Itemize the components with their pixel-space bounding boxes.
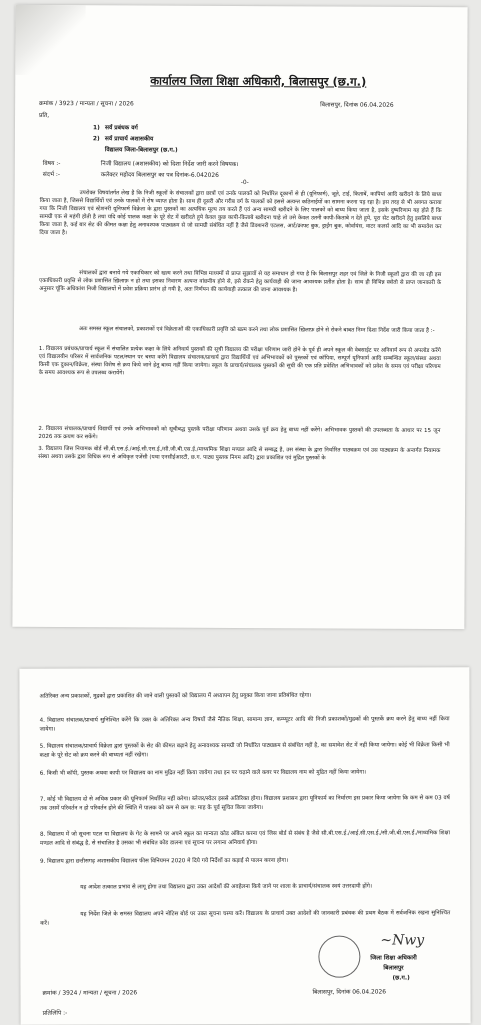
subject-label: विषय :- — [42, 160, 61, 168]
reference-date: बिलासपुर, दिनांक 06.04.2026 — [320, 102, 394, 109]
reference-number: क्रमांक / 3923 / मान्यता / सूचना / 2026 — [39, 100, 134, 108]
directive-1: 1. विद्यालय प्रबंधक/प्राचार्य स्कूल में संचालित प्रत्येक कक्षा के लिये अनिवार्य पुस्तकों की सूची विद्यालय की परीक्षा परिणाम जारी होने के पूर्व ही अपने स्कूल की वेबसाईट पर अनिवार्य रूप से अपलोड करेंगे एवं विद्यालयीन परिसर में सार्वजनिक पटल/स्थान पर चस्पा करेंगे विद्यालय संचालक/प्राचार्य द्वारा विद्यार्थियों एवं अभिभावकों को पुस्तकों एवं कॉपिया, सम्पूर्ण यूनिफार्म आदि सम्बन्धित स्कूल/संस्था अथवा किसी एक दुकान/विक्रेता, संस्था विशेष से क्रय किये जाने हेतु बाध्य नहीं किया जायेगा। स्कूल के प्राचार्य/संचालक पुस्तकों की सूची की एक प्रति प्रवेशित अभिभावकों को प्रवेश के समय एवं परीक्षा परिणाम के समय आवश्यक रूप से उपलब्ध करायेंगे। — [38, 345, 441, 377]
directive-2: 2. विद्यालय संचालक/प्राचार्य विद्यार्थी एवं उनके अभिभावकों को सूचीबद्ध पुस्तकें परीक्षा परिणाम अथवा उसके पूर्व क्रय हेतु बाध्य नहीं करेंगे। अभिभावक पुस्तकों की उपलब्धता के आधार पर 15 जून 2026 तक क्रयण कर सकेंगे। — [38, 425, 441, 441]
reference-text: कलेक्टर महोदय बिलासपुर का पत्र दिनांक-6.042026 — [100, 172, 219, 179]
reference-date-2: बिलासपुर, दिनांक 06.04.2026 — [312, 989, 386, 996]
divider-mark: -0- — [240, 180, 249, 187]
document-page-1 — [12, 5, 467, 629]
recipient-3: विद्यालय जिला-बिलासपुर (छ.ग.) — [104, 147, 178, 154]
signature-designation: जिला शिक्षा अधिकारी — [370, 955, 417, 962]
folded-corner-shadow — [15, 5, 85, 75]
handwritten-signature: ~Nwy — [380, 932, 425, 949]
office-seal — [318, 936, 360, 978]
pratilipi-label: प्रतिलिपि :- — [42, 1010, 68, 1017]
directive-8: 8. विद्यालय में जो सूचना पटल या विद्यालय के गेट के सामने पर अपने स्कूल का मान्यता कोड अंकित करना एवं जिस बोर्ड से संबंध है जैसे सी.बी.एस.ई./आई.सी.एस.ई./सी.जी.बी.एस.ई./माध्यमिक शिक्षा मण्डल आदि से संबंद्ध है, से संचालित है उसका भी संबंधित कोड डालना एवं सूचना पर लगाना अनिवार्य होगा। — [39, 830, 450, 847]
signature-state: (छ.ग.) — [392, 975, 410, 982]
recipient-1: 1) सर्व प्रबंधक वर्ग — [92, 125, 138, 132]
directive-6: 6. किसी भी कॉपी, पुस्तक अथवा कापी पर विद्यालय का नाम मुद्रित नहीं किया जायेगा तथा इन पर चढ़ाने वाले कवर पर विद्यालय नाम को मुद्रित नहीं किया जायेगा। — [39, 769, 367, 777]
directive-3: 3. विद्यालय जिस नियामक बोर्ड सी.बी.एस.ई./आई.सी.एस.ई./सी.जी.बी.एस.ई./माध्यमिक शिक्षा मण्डल आदि से सम्बद्ध है, उस संस्था के द्वारा निर्धारित पाठ्यक्रम एवं उस पाठ्यक्रम के अन्तर्गत नियामक संस्था अथवा उसके द्वारा विधिक रूप से अधिकृत एजेंसी (यथा एनसीईआरटी, छ.ग. पाठ्य पुस्तक निगम आदि) द्वारा प्रकाशित एवं मुद्रित पुस्तकों के — [38, 445, 441, 462]
recipient-2: 2) सर्व प्राचार्य अशासकीय — [92, 136, 154, 143]
office-title: कार्यालय जिला शिक्षा अधिकारी, बिलासपुर (छ.ग.) — [150, 73, 367, 89]
closing-paragraph-1: यह आदेश तत्काल प्रभाव से लागू होगा तथा विद्यालय द्वारा उक्त आदेशों की अवहेलना किये जाने पर शाला के प्राचार्य/संचालक स्वयं उत्तरदायी होंगे। — [80, 883, 373, 891]
continuation-text: अतिरिक्त अन्य प्रकाशकों, मुद्रकों द्वारा प्रकाशित की जाने वाली पुस्तकों को विद्यालय में अध्यापन हेतु प्रयुक्त किया जाना प्रतिबंधित रहेगा। — [39, 692, 312, 700]
document-page-2 — [19, 667, 470, 1025]
signature-place: बिलासपुर — [383, 965, 404, 972]
subject-text: निजी विद्यालय (अशासकीय) को दिशा निर्देश जारी करने विषयक। — [100, 161, 239, 168]
reference-number-2: क्रमांक / 3924 / मान्यता / सूचना / 2026 — [42, 990, 138, 997]
directive-5: 5. विद्यालय संचालक/प्राचार्य विक्रेता द्वारा पुस्तकों के सेट की कीमत बढ़ाने हेतु अनावश्यक सामग्री जो निर्धारित पाठ्यक्रम से संबंधित नहीं है, का समावेश सेट में नहीं किया जायेगा। कोई भी विक्रेता किसी भी कक्षा के पूरे सेट को क्रय करने की बाध्यता नहीं रखेगा। — [39, 742, 450, 759]
body-paragraph-2: संचालकों द्वारा बनाये गये एकाधिकार को खत्म करने तथा विभिन्न माध्यमों से प्राप्त सुझावों से यह समाधान हो गया है कि बिलासपुर शहर एवं जिले के निजी स्कूलों द्वारा की जा रही इस एकाधिकारी प्रवृत्ति से लोक प्रशासित ख़िलाफ़ न हो तथा इसका निवारण अत्यन्त वांछनीय होने से, इसे रोकने हेतु कार्यवाही की जाना आवश्यक प्रतीत होता है। साथ ही विभिन्न स्त्रोतो से प्राप्त जानकारी के अनुसार चूंकि अधिकांश निजी विद्यालयों में प्रवेश प्रक्रिया प्रारंभ हो गयी है, अतः निर्णयन की कार्यवाही तत्काल की जाना आवश्यक है। — [39, 270, 442, 294]
directive-9: 9. विद्यालय द्वारा छत्तीसगढ़ अशासकीय विद्यालय फीस विनियमन 2020 मे दिये गये निर्देशों का कड़ाई से पालन करना होगा। — [40, 857, 289, 865]
closing-paragraph-2: यह निर्देश जिले के समस्त विद्यालय अपने नोटिस बोर्ड पर उक्त सूचना चस्पा करें। विद्यालय के प्राचार्य उक्त आदेशों की जानकारी प्रबंधक की प्रथम बैठक में सर्वजनिक रखना सुनिश्चित करें। — [40, 910, 451, 927]
directive-7: 7. कोई भी विद्यालय दो से अधिक प्रकार की यूनिफार्म निर्धारित नहीं करेगा। ब्लेजर/स्वेटर इससे अतिरिक्त होगा। विद्यालय प्रशासन द्वारा यूनिफार्म का निर्धारण इस प्रकार किया जायेगा कि कम से कम 03 वर्ष तक उसमें परिवर्तन न हो परिवर्तन होने की स्थिति में पालक को कम से कम छ: माह के पूर्व सूचित किया जायेगा। — [39, 795, 450, 812]
prati-label: प्रति, — [39, 112, 50, 119]
reference-label: संदर्भ :- — [42, 171, 60, 179]
body-paragraph-3: अतः समस्त स्कूल संचालकों, प्रकाशकों एवं विक्रेताओं की एकाधिकारी प्रवृत्ति को खत्म करने तथा लोक प्रशासित ख़िलाफ़ होने से रोकने बाबत निम्न दिशा निर्देश जारी किया जाता है :- — [78, 326, 435, 335]
directive-4: 4. विद्यालय संचालक/प्राचार्य सुनिश्चित करेंगे कि उक्त के अतिरिक्त अन्य विषयों जैसे नैतिक शिक्षा, सामान्य ज्ञान, कम्प्यूटर आदि की निजी प्रकाशकों/मुद्रकों की पुस्तकें क्रय करने हेतु बाध्य नहीं किया जायेगा। — [39, 716, 450, 733]
body-paragraph-1: उपरोक्त विषयांतर्गत लेख है कि निजी स्कूलों के संचालकों द्वारा छात्रों एवं उनके पालकों को निर्धारित दूकानों से ही (यूनिफार्म), जूते, टाई, किताबें, कापियां आदि खरीदने के लिये बाध्य किया जाता है, जिससे विद्यार्थियों एवं उनके पालकों में रोष व्याप्त होता है। साथ ही दूसरी और गरीब वर्ग के पालकों को इससे अत्यन्त कठिनाईयों का सामना करना पड़ रहा है। इस तरह से भी अवगत कराया गया कि निजी विद्यालय एवं स्टेशनरी यूनिफार्म विक्रेता के द्वारा पुस्तकों का अत्यधिक मूल्य तय करते हैं एवं अन्य सामग्री खरीदने के लिए पालकों को बाध्य किया जाता है, इसके दुष्परिणाम यह होते हैं कि सामग्री एक से महंगी होती है तथा यदि कोई पालक कक्षा के पूरे सेट में खरीदते हुये केवल कुछ कापी-किताबे खरीदना चाहे तो उसे केवल उतनी कापी-किताबे न देते हुये, पूरा सेट खरीदने हेतु इसलिये बाध्य किया जाता है, कई बार सेट की कीमत कक्षा हेतु अनावश्यक पाठ्यक्रम से जो सामग्री संबंधित नहीं है जैसे डिक्शनरी एटलस, आर्ट/क्राफ्ट बुक, ड्राईंग बुक, कोर्वायंस, वाटर कलर्स आदि का भी समावेश कर दिया जाता है। — [39, 190, 442, 237]
